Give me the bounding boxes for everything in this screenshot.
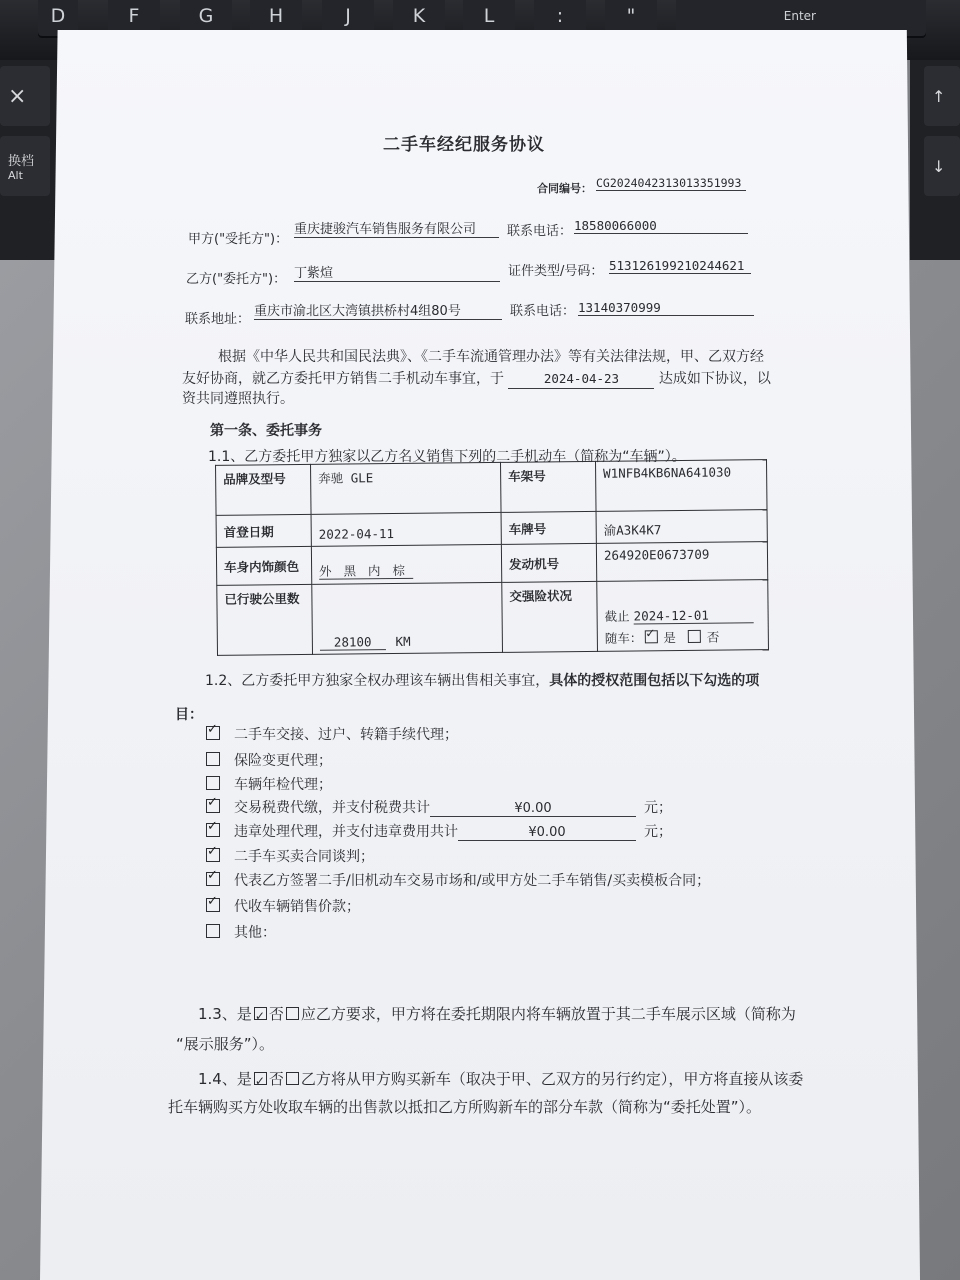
id-number: 513126199210244621 [609,258,751,274]
party-b-label: 乙方("委托方")： [186,272,287,287]
insurance-label: 交强险状况 [502,581,598,652]
clause-1-3-line-1 [198,1001,796,1027]
address: 重庆市渝北区大湾镇拱桥村4组80号 [254,300,502,320]
auth-item-2-text: 保险变更代理； [234,753,332,769]
clause-1-3-yes-checkbox[interactable] [254,1007,267,1020]
auth-item-1 [206,724,458,744]
auth-item-4 [206,797,672,817]
engine-label: 发动机号 [501,543,596,582]
mileage-label: 已行驶公里数 [217,584,313,655]
auth-item-1-checkbox[interactable] [206,726,220,740]
clause-1-3-no-checkbox[interactable] [286,1007,299,1020]
exterior-value: 黑 [343,563,357,579]
clause-1-2-a: 1.2、乙方委托甲方独家全权办理该车辆出售相关事宜， [205,673,550,689]
exterior-label: 外 [319,563,332,579]
interior-label: 内 [367,563,381,579]
clause-1-3-c: 应乙方要求，甲方将在委托期限内将车辆放置于其二手车展示区域（简称为 [300,1005,796,1023]
reg-date-value: 2022-04-11 [311,512,501,546]
id-label: 证件类型/号码： [508,264,604,279]
party-a-name: 重庆捷骏汽车销售服务有限公司 [294,218,499,238]
auth-item-5-text: 违章处理代理，并支付违章费用共计 [234,824,458,840]
with-car-yes-checkbox[interactable] [644,630,657,643]
key-enter: Enter [676,0,926,38]
clause-1-3-d: “展示服务”）。 [176,1035,275,1053]
auth-item-7-checkbox[interactable] [206,872,220,886]
clause-1-4-yes-checkbox[interactable] [254,1072,267,1085]
brand-label: 品牌及型号 [216,464,312,515]
color-value [311,544,501,584]
insurance-until: 2024-12-01 [634,607,754,624]
auth-item-7 [206,870,710,890]
auth-item-3 [206,774,332,794]
mileage-unit: KM [395,633,411,650]
interior-value: 棕 [392,562,406,579]
contract-no-label: 合同编号： [537,182,592,195]
insurance-until-label: 截止 [604,608,630,624]
auth-item-2-checkbox[interactable] [206,752,220,766]
vin-value: W1NFB4KB6NA641030 [595,460,767,512]
tax-unit: 元； [644,800,672,816]
phone-a: 18580066000 [574,218,748,234]
address-label: 联系地址： [185,312,251,327]
alt-key-label: 换档 [8,154,35,169]
clause-1-4-c: 乙方将从甲方购买新车（取决于甲、乙双方的另行约定），甲方将直接从该委 [300,1070,804,1088]
key-quote: " [605,0,657,38]
close-key-icon: × [0,66,50,126]
auth-item-4-checkbox[interactable] [206,799,220,813]
key-j: J [322,0,374,38]
mileage-value: 28100 [320,634,386,651]
clause-1-4-a: 1.4、是 [198,1070,252,1088]
contract-no: CG2024042313013351993 [596,176,746,191]
color-label: 车身内饰颜色 [216,546,311,585]
plate-value: 渝A3K4K7 [596,510,767,544]
key-h: H [250,0,302,38]
auth-item-8-checkbox[interactable] [206,898,220,912]
intro-line-2a: 友好协商，就乙方委托甲方销售二手机动车事宜，于 [182,371,504,387]
auth-item-3-text: 车辆年检代理； [234,777,332,793]
key-g: G [180,0,232,38]
auth-item-6-checkbox[interactable] [206,848,220,862]
section-1-title: 第一条、委托事务 [210,423,322,439]
phone-b-label: 联系电话： [510,304,576,319]
clause-1-3-b: 否 [268,1005,284,1023]
clause-1-1: 1.1、乙方委托甲方独家以乙方名义销售下列的二手机动车（简称为“车辆”）。 [208,449,686,465]
auth-item-9-checkbox[interactable] [206,924,220,938]
auth-item-9 [206,922,276,942]
vin-label: 车架号 [501,461,597,512]
intro-line-1: 根据《中华人民共和国民法典》、《二手车流通管理办法》等有关法律法规，甲、乙双方经 [218,349,764,365]
auth-item-1-text: 二手车交接、过户、转籍手续代理； [234,727,458,743]
auth-item-8 [206,896,360,916]
clause-1-2 [205,668,759,694]
clause-1-4-no-checkbox[interactable] [286,1072,299,1085]
insurance-cell [597,580,769,652]
exterior-color [319,563,413,580]
auth-item-7-text: 代表乙方签署二手/旧机动车交易市场和/或甲方处二手车销售/买卖模板合同； [234,873,711,889]
auth-item-6-text: 二手车买卖合同谈判； [234,849,374,865]
auth-item-4-text: 交易税费代缴，并支付税费共计 [234,800,430,816]
auth-item-2 [206,750,332,770]
with-car-label: 随车： [604,630,643,646]
violation-unit: 元； [644,824,672,840]
alt-key-sub: Alt [8,169,23,182]
reg-date-label: 首登日期 [216,514,311,547]
with-car-yes: 是 [663,630,676,646]
with-car-no-checkbox[interactable] [688,630,701,643]
intro-line-3: 资共同遵照执行。 [182,391,294,407]
auth-item-8-text: 代收车辆销售价款； [234,899,360,915]
brand-value: 奔驰 GLE [311,462,502,514]
auth-item-3-checkbox[interactable] [206,776,220,790]
key-colon: : [534,0,586,38]
party-a-label: 甲方("受托方")： [188,232,289,247]
auth-item-6 [206,846,374,866]
violation-amount: ¥0.00 [458,825,636,841]
arrow-down-icon: ↓ [924,136,960,196]
clause-1-4-b: 否 [268,1070,284,1088]
document-title: 二手车经纪服务协议 [383,135,545,155]
tax-amount: ¥0.00 [430,801,636,817]
key-f: F [108,0,160,38]
clause-1-2-b: 具体的授权范围包括以下勾选的项 [549,673,760,689]
agreement-date: 2024-04-23 [508,370,654,389]
phone-b: 13140370999 [578,300,754,316]
key-l: L [463,0,515,38]
clause-1-2-c: 目： [175,707,203,723]
auth-item-5 [206,821,672,841]
auth-item-9-text: 其他： [234,925,276,941]
plate-label: 车牌号 [501,511,596,544]
clause-1-3-a: 1.3、是 [198,1005,252,1023]
with-car-no: 否 [706,629,720,645]
vehicle-table [215,459,769,656]
auth-item-5-checkbox[interactable] [206,823,220,837]
key-k: K [393,0,445,38]
mileage-cell [312,582,503,654]
phone-a-label: 联系电话： [507,224,573,239]
arrow-up-icon: ↑ [924,66,960,126]
clause-1-4-d: 托车辆购买方处收取车辆的出售款以抵扣乙方所购新车的部分车款（简称为“委托处置”）。 [168,1098,762,1116]
clause-1-4-line-1 [198,1066,803,1092]
party-b-name: 丁紫煊 [294,262,500,282]
key-d: D [38,0,78,38]
intro-line-2b: 达成如下协议，以 [658,371,771,387]
engine-value: 264920E0673709 [596,542,767,582]
